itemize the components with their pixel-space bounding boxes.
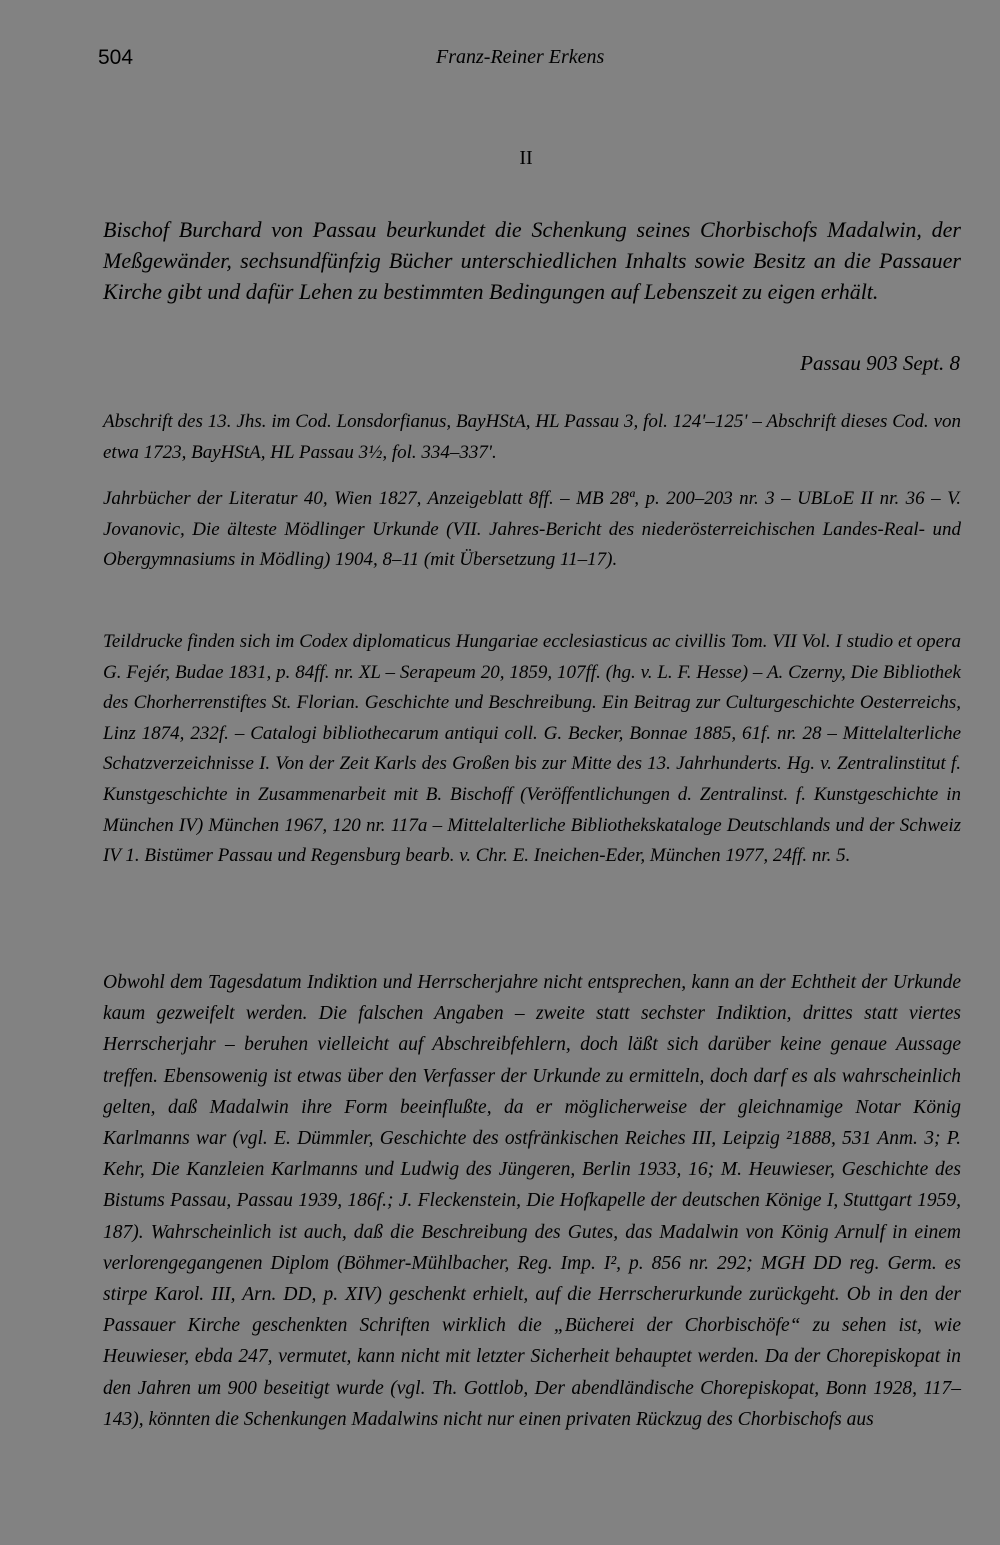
running-title: Franz-Reiner Erkens [436,46,605,68]
editions-paragraph: Jahrbücher der Literatur 40, Wien 1827, Anzeigeblatt 8ff. – MB 28ª, p. 200–203 nr. 3 – UBLoE II nr. 36 – V. Jovanovic, Die älteste Mödlinger Urkunde (VII. Jahres-Bericht des niederösterreichischen Landes-Real- und Obergymnasiums in Mödling) 1904, 8–11 (mit Übersetzung 11–17). [103,488,961,571]
partial-editions-paragraph: Teildrucke finden sich im Codex diplomaticus Hungariae ecclesiasticus ac civillis Tom. VII Vol. I studio et opera G. Fejér, Budae 1831, p. 84ff. nr. XL – Serapeum 20, 1859, 107ff. (hg. v. L. F. Hesse) – A. Czerny, Die Bibliothek des Chorherrenstiftes St. Florian. Geschichte und Beschreibung. Ein Beitrag zur Culturgeschichte Oesterreichs, Linz 1874, 232f. – Catalogi bibliothecarum antiqui coll. G. Becker, Bonnae 1885, 61f. nr. 28 – Mittelalterliche Schatzverzeichnisse I. Von der Zeit Karls des Großen bis zur Mitte des 13. Jahrhunderts. Hg. v. Zentralinstitut f. Kunstgeschichte in Zusammenarbeit mit B. Bischoff (Veröffentlichungen d. Zentralinst. f. Kunstgeschichte in München IV) München 1967, 120 nr. 117a – Mittelalterliche Bibliothekskataloge Deutschlands und der Schweiz IV 1. Bistümer Passau und Regensburg bearb. v. Chr. E. Ineichen-Eder, München 1977, 24ff. nr. 5. [103,631,961,867]
tradition-paragraph: Abschrift des 13. Jhs. im Cod. Lonsdorfianus, BayHStA, HL Passau 3, fol. 124'–125' – Abschrift dieses Cod. von etwa 1723, BayHStA, HL Passau 3½, fol. 334–337'. [103,411,961,463]
place-date: Passau 903 Sept. 8 [800,351,960,375]
running-head [98,46,960,74]
section-number: II [519,147,533,169]
page-number: 504 [98,46,134,69]
regest-paragraph: Bischof Burchard von Passau beurkundet die Schenkung seines Chorbischofs Madalwin, der Meßgewänder, sechsundfünfzig Bücher unterschiedlichen Inhalts sowie Besitz an die Passauer Kirche gibt und dafür Lehen zu bestimmten Bedingungen auf Lebenszeit zu eigen erhält. [103,217,961,304]
commentary-paragraph: Obwohl dem Tagesdatum Indiktion und Herrscherjahre nicht entsprechen, kann an der Echtheit der Urkunde kaum gezweifelt werden. Die falschen Angaben – zweite statt sechster Indiktion, drittes statt viertes Herrscherjahr – beruhen vielleicht auf Abschreibfehlern, doch läßt sich darüber keine genaue Aussage treffen. Ebensowenig ist etwas über den Verfasser der Urkunde zu ermitteln, doch darf es als wahrscheinlich gelten, daß Madalwin ihre Form beeinflußte, da er möglicherweise der gleichnamige Notar König Karlmanns war (vgl. E. Dümmler, Geschichte des ostfränkischen Reiches III, Leipzig ²1888, 531 Anm. 3; P. Kehr, Die Kanzleien Karlmanns und Ludwig des Jüngeren, Berlin 1933, 16; M. Heuwieser, Geschichte des Bistums Passau, Passau 1939, 186f.; J. Fleckenstein, Die Hofkapelle der deutschen Könige I, Stuttgart 1959, 187). Wahrscheinlich ist auch, daß die Beschreibung des Gutes, das Madalwin von König Arnulf in einem verlorengegangenen Diplom (Böhmer-Mühlbacher, Reg. Imp. I², p. 856 nr. 292; MGH DD reg. Germ. es stirpe Karol. III, Arn. DD, p. XIV) geschenkt erhielt, auf die Herrscherurkunde zurückgeht. Ob in den der Passauer Kirche geschenkten Schriften wirklich die „Bücherei der Chorbischöfe“ zu sehen ist, wie Heuwieser, ebda 247, vermutet, kann nicht mit letzter Sicherheit behauptet werden. Da der Chorepiskopat in den Jahren um 900 beseitigt wurde (vgl. Th. Gottlob, Der abendländische Chorepiskopat, Bonn 1928, 117–143), könnten die Schenkungen Madalwins nicht nur einen privaten Rückzug des Chorbischofs aus [103,972,961,1430]
